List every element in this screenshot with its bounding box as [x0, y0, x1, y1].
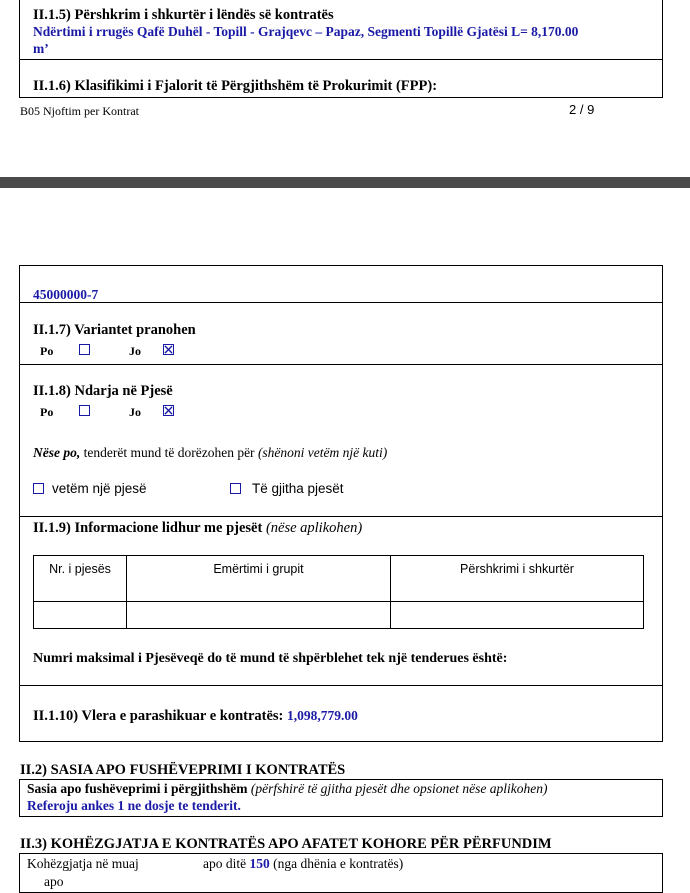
- col-header-group-name: Emërtimi i grupit: [127, 556, 391, 602]
- option-one-part-label: vetëm një pjesë: [52, 481, 147, 496]
- s117-po-checkbox[interactable]: [79, 344, 90, 355]
- section-118-title: II.1.8) Ndarja në Pjesë: [33, 383, 173, 399]
- s117-po-label: Po: [40, 344, 54, 358]
- s117-jo-label: Jo: [129, 344, 141, 358]
- section-115-value: [33, 24, 578, 40]
- s118-nese-po-line: [33, 445, 387, 461]
- s117-jo-checkbox[interactable]: [163, 344, 174, 355]
- parts-table: [33, 555, 644, 629]
- section-2-title: II.2) SASIA APO FUSHËVEPRIMI I KONTRATËS: [20, 762, 346, 778]
- estimated-value: 1,098,779.00: [287, 708, 358, 723]
- section-2-reference: Referoju ankes 1 ne dosje te tenderit.: [27, 798, 241, 813]
- section-2-line-bold: Sasia apo fushëveprimi i përgjithshëm: [27, 781, 251, 796]
- table-cell[interactable]: [127, 602, 391, 629]
- option-all-parts-checkbox[interactable]: [230, 483, 241, 494]
- checkmark-x-icon: [164, 345, 173, 354]
- fpp-code: 45000000-7: [33, 287, 99, 302]
- duration-cut-text: apo: [44, 874, 64, 889]
- section-115-title: II.1.5) Përshkrim i shkurtër i lëndës së kontratës: [33, 7, 334, 23]
- col-header-short-description: Përshkrimi i shkurtër: [391, 556, 644, 602]
- footer-left: B05 Njoftim per Kontrat: [20, 104, 139, 118]
- s118-jo-checkbox[interactable]: [163, 405, 174, 416]
- section-115-value-line1: Ndërtimi i rrugës Qafë Duhël - Topill - Grajqevc – Papaz, Segmenti Topillë Gjatësi L= 8,170.00: [33, 24, 579, 39]
- duration-days-value: 150: [249, 856, 270, 871]
- table-cell[interactable]: [391, 602, 644, 629]
- section-119-title-italic: (nëse aplikohen): [265, 520, 363, 536]
- divider: [19, 685, 663, 686]
- section-119-title: [33, 520, 362, 537]
- s118-po-label: Po: [40, 405, 54, 419]
- page-separator: [0, 177, 690, 188]
- section-2-line: [27, 781, 547, 797]
- option-all-parts-label: Të gjitha pjesët: [252, 481, 344, 496]
- section-117-title: II.1.7) Variantet pranohen: [33, 322, 196, 338]
- section-2-line-italic: (përfshirë të gjitha pjesët dhe opsionet nëse aplikohen): [250, 781, 548, 796]
- section-1110-label: II.1.10) Vlera e parashikuar e kontratës:: [33, 708, 288, 724]
- divider: [19, 302, 663, 303]
- checkmark-x-icon: [164, 406, 173, 415]
- col-header-part-number: Nr. i pjesës: [34, 556, 127, 602]
- duration-days-label: apo ditë: [203, 856, 250, 871]
- nese-po-bold: Nëse po,: [33, 445, 81, 460]
- max-parts-text: Numri maksimal i Pjesëveqë do të mund të shpërblehet tek një tenderues është:: [33, 651, 508, 666]
- section-3-title: II.3) KOHËZGJATJA E KONTRATËS APO AFATET KOHORE PËR PËRFUNDIM: [20, 836, 552, 852]
- duration-months-label: Kohëzgjatja në muaj: [27, 856, 139, 871]
- s118-po-checkbox[interactable]: [79, 405, 90, 416]
- nese-po-text: tenderët mund të dorëzohen për: [80, 445, 258, 460]
- duration-days: [203, 856, 403, 872]
- divider: [19, 516, 663, 517]
- nese-po-italic: (shënoni vetëm një kuti): [257, 445, 388, 460]
- section-115-value-line2: m’: [33, 41, 49, 56]
- section-119-title-bold: II.1.9) Informacione lidhur me pjesët: [33, 520, 266, 536]
- footer-page-number: 2 / 9: [569, 102, 595, 117]
- option-one-part-checkbox[interactable]: [33, 483, 44, 494]
- section-116-title: II.1.6) Klasifikimi i Fjalorit të Përgjithshëm të Prokurimit (FPP):: [33, 78, 438, 94]
- divider: [19, 364, 663, 365]
- duration-days-after: (nga dhënia e kontratës): [269, 856, 404, 871]
- section-1110: [33, 707, 358, 725]
- table-cell[interactable]: [34, 602, 127, 629]
- s118-jo-label: Jo: [129, 405, 141, 419]
